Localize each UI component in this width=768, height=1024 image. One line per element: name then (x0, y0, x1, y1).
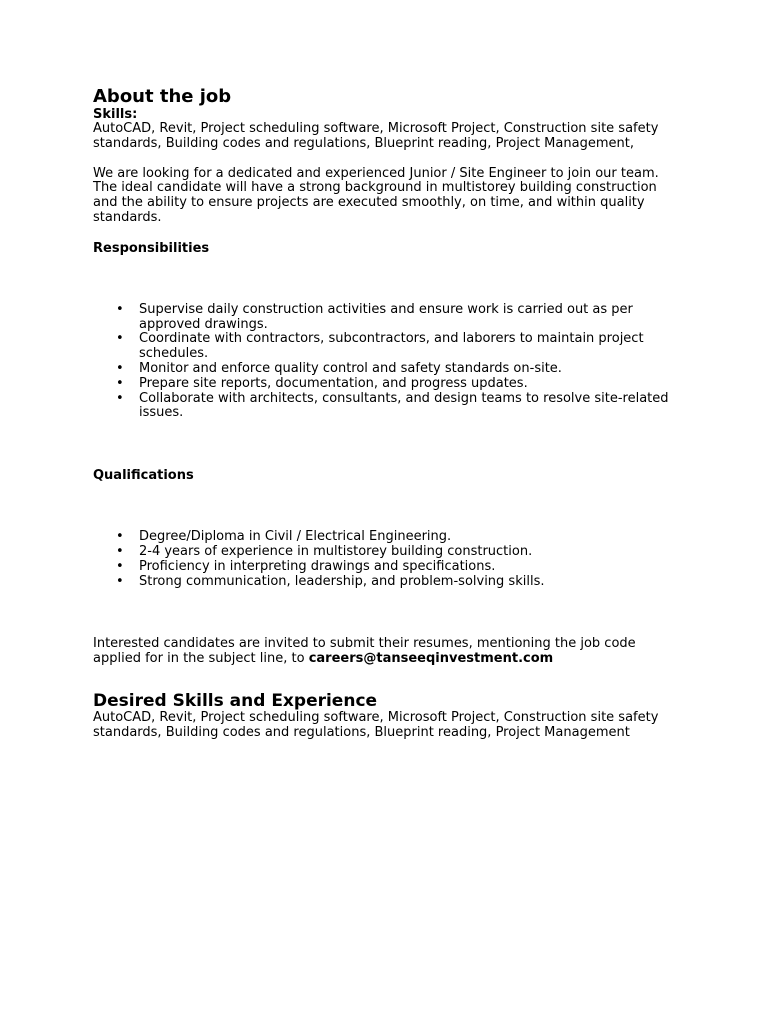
desired-skills-title: Desired Skills and Experience (93, 690, 378, 711)
list-item: • Monitor and enforce quality control and safety standards on-site. (139, 362, 673, 377)
responsibilities-list (93, 303, 673, 421)
careers-email: careers@tanseeqinvestment.com (308, 651, 554, 667)
apply-instructions: Interested candidates are invited to submit their resumes, mentioning the job code applied for in the subject line, to (93, 636, 636, 667)
qualifications-list (93, 530, 673, 589)
list-item: • Proficiency in interpreting drawings and specifications. (139, 560, 673, 575)
list-item: • Strong communication, leadership, and problem-solving skills. (139, 575, 673, 590)
responsibilities-heading: Responsibilities (93, 240, 210, 256)
skills-label: Skills: (93, 107, 138, 122)
skills-text: AutoCAD, Revit, Project scheduling software, Microsoft Project, Construction site safety standards, Building codes and regulations, Blueprint reading, Project Management, (93, 121, 659, 151)
apply-text (93, 637, 673, 667)
qualifications-heading: Qualifications (93, 468, 194, 484)
list-item: • Prepare site reports, documentation, and progress updates. (139, 377, 673, 392)
about-title: About the job (93, 86, 232, 107)
intro-text: We are looking for a dedicated and experienced Junior / Site Engineer to join our team. The ideal candidate will have a strong background in multistorey building construction and the ability to ensure projects are executed smoothly, on time, and within quality standards. (93, 165, 659, 225)
list-item: • 2-4 years of experience in multistorey building construction. (139, 545, 673, 560)
list-item: • Degree/Diploma in Civil / Electrical Engineering. (139, 530, 673, 545)
list-item: • Supervise daily construction activities and ensure work is carried out as per approved drawings. (139, 303, 673, 333)
list-item: • Collaborate with architects, consultants, and design teams to resolve site-related issues. (139, 392, 673, 422)
job-description (93, 86, 673, 741)
list-item: • Coordinate with contractors, subcontractors, and laborers to maintain project schedules. (139, 332, 673, 362)
desired-skills-text: AutoCAD, Revit, Project scheduling software, Microsoft Project, Construction site safety standards, Building codes and regulations, Blueprint reading, Project Management (93, 709, 659, 740)
